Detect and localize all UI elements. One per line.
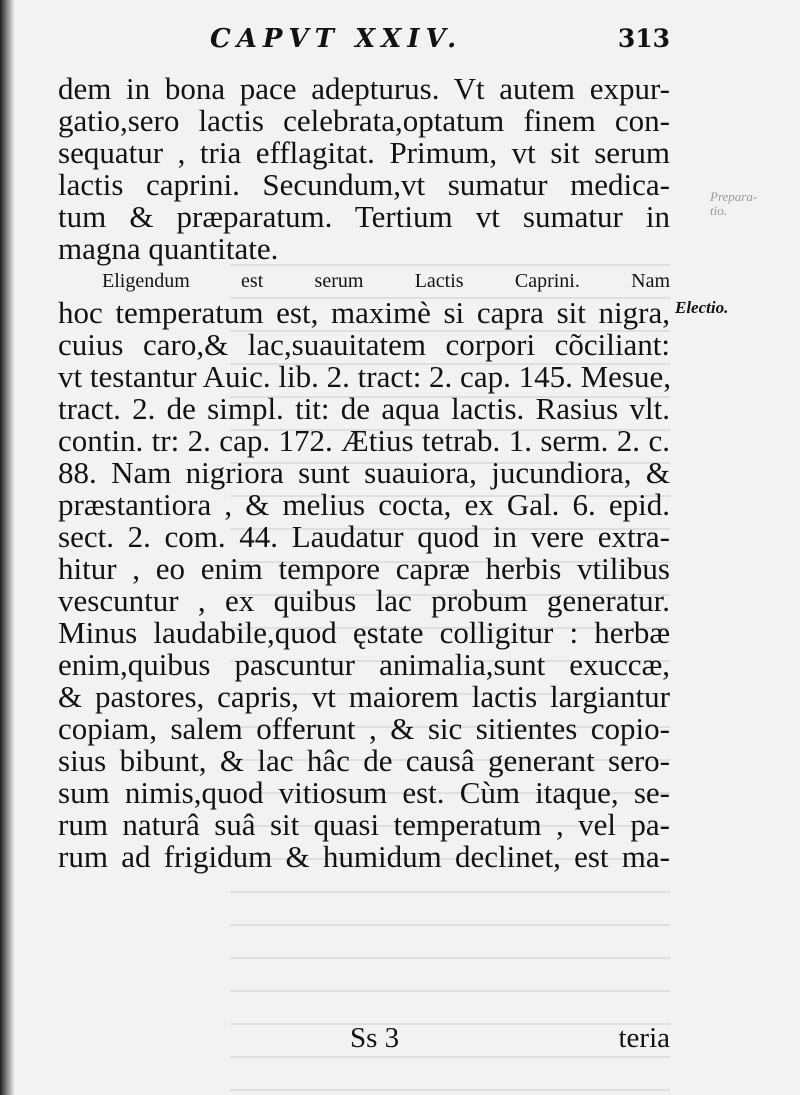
text-line-22: sius bibunt, & lac hâc de causâ generant sero- (58, 743, 670, 778)
text-line-19: enim,quibus pascuntur animalia,sunt exuccæ, (58, 647, 670, 682)
faint-margin-note: Prepara- tio. (710, 189, 758, 218)
text-line-8: hoc temperatum est, maximè si capra sit nigra, (58, 295, 670, 330)
margin-note-electio: Electio. (675, 298, 729, 317)
gutter-shadow (0, 0, 14, 1095)
text-line-15: sect. 2. com. 44. Laudatur quod in vere extra- (58, 519, 670, 554)
text-line-13: 88. Nam nigriora sunt suauiora, jucundiora, & (58, 455, 670, 490)
text-line-4: lactis caprini. Secundum,vt sumatur medica- (58, 167, 670, 202)
body-text (58, 73, 670, 873)
text-line-1: dem in bona pace adepturus. Vt autem expur- (58, 71, 670, 106)
text-line-12: contin. tr: 2. cap. 172. Ætius tetrab. 1. serm. 2. c. (58, 423, 670, 458)
text-line-20: & pastores, capris, vt maiorem lactis largiantur (58, 679, 670, 714)
text-line-2: gatio,sero lactis celebrata,optatum finem con- (58, 103, 670, 138)
text-line-10: vt testantur Auic. lib. 2. tract: 2. cap. 145. Mesue, (58, 359, 671, 394)
page-header (60, 22, 670, 62)
text-line-21: copiam, salem offerunt , & sic sitientes copio- (58, 711, 670, 746)
text-line-3: sequatur , tria efflagitat. Primum, vt sit serum (58, 135, 670, 170)
text-line-6: magna quantitate. (58, 231, 279, 266)
text-line-17: vescuntur , ex quibus lac probum generatur. (58, 583, 670, 618)
text-line-14: præstantiora , & melius cocta, ex Gal. 6. epid. (58, 487, 670, 522)
text-line-25: rum ad frigidum & humidum declinet, est ma- (58, 839, 670, 874)
page-number: 313 (617, 24, 670, 53)
text-line-18: Minus laudabile,quod ęstate colligitur : herbæ (58, 615, 670, 650)
signature-mark: Ss 3 (350, 1022, 400, 1054)
text-line-16: hitur , eo enim tempore capræ herbis vtilibus (58, 551, 670, 586)
text-line-5: tum & præparatum. Tertium vt sumatur in (58, 199, 670, 234)
text-line-23: sum nimis,quod vitiosum est. Cùm itaque, se- (58, 775, 670, 810)
text-line-9: cuius caro,& lac,suauitatem corpori cõciliant: (58, 327, 670, 362)
text-line-11: tract. 2. de simpl. tit: de aqua lactis. Rasius vlt. (58, 391, 670, 426)
catchword: teria (618, 1022, 670, 1054)
page-footer (58, 1022, 670, 1058)
running-head: CAPVT XXIV. (210, 24, 463, 54)
text-line-7: Eligendum est serum Lactis Caprini. Nam (102, 270, 670, 292)
text-line-24: rum naturâ suâ sit quasi temperatum , vel pa- (58, 807, 670, 842)
